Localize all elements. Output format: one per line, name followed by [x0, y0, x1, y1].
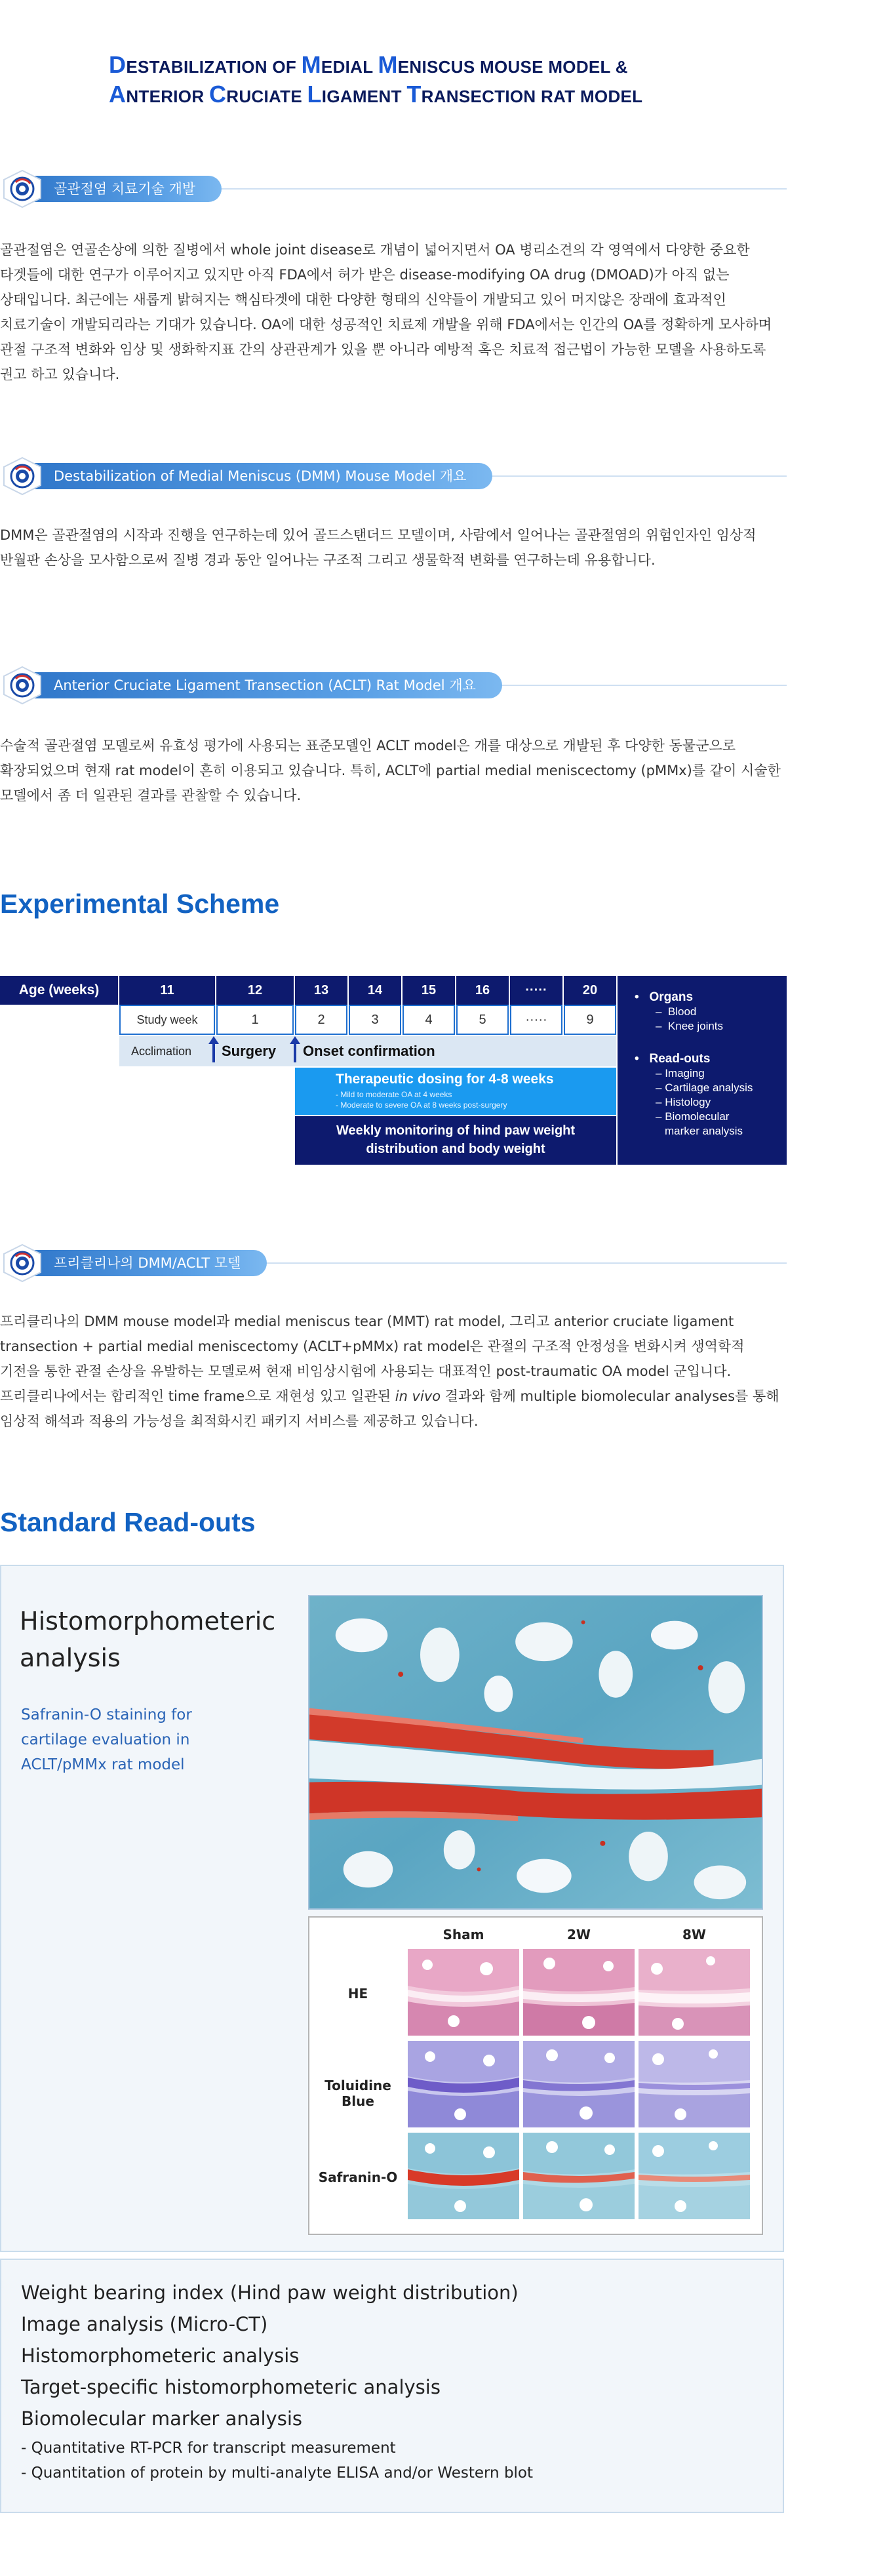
dosing-title: Therapeutic dosing for 4-8 weeks [336, 1072, 554, 1087]
heading-pill [22, 1250, 267, 1276]
page-title [109, 51, 699, 110]
heading-text: 프리클리나의 DMM/ACLT 모델 [54, 1255, 241, 1271]
title-line-2 [109, 81, 699, 110]
dosing-note: - Moderate to severe OA at 8 weeks post-surgery [336, 1100, 507, 1110]
title-capital: T [406, 81, 422, 108]
title-rest: EDIAL [321, 57, 378, 77]
preclina-logo-icon [0, 456, 45, 496]
readouts-list-card [0, 2259, 784, 2513]
heading-text: Destabilization of Medial Meniscus (DMM) Mouse Model 개요 [54, 468, 467, 484]
section3-body: 수술적 골관절염 모델로써 유효성 평가에 사용되는 표준모델인 ACLT model은 개를 대상으로 개발된 후 다양한 동물군으로 확장되었으며 현재 rat model이 흔히 이용되고 있습니다. 특히, ACLT에 partial medial meniscectomy (pMMx)를 같이 시술한 모델에서 좀 더 일관된 결과를 관찰할 수 있습니다. [0, 738, 781, 803]
card-title-line: Histomorphometeric [20, 1607, 276, 1636]
preclina-logo-icon [0, 1243, 45, 1283]
readouts-title: • Read-outs [635, 1052, 711, 1066]
readout-text: Imaging [665, 1067, 705, 1079]
section-heading-aclt [0, 666, 787, 705]
age-cell: 13 [295, 976, 347, 1005]
organ-text: Blood [667, 1005, 697, 1018]
experimental-scheme-table [0, 976, 787, 1173]
acclimation-label: Acclimation [131, 1045, 192, 1058]
age-cell: 11 [119, 976, 215, 1005]
title-rest: IGAMENT [321, 87, 407, 106]
readout-item [665, 1124, 787, 1138]
section-heading-preclina-model [0, 1243, 787, 1283]
organ-text: Knee joints [667, 1020, 724, 1032]
title-capital: M [378, 51, 398, 78]
study-week-cell: 3 [349, 1005, 401, 1035]
surgery-label: Surgery [222, 1043, 277, 1059]
readout-list-item: Histomorphometeric analysis [21, 2345, 300, 2367]
safranin-o-micrograph [308, 1595, 763, 1910]
grid-column-label: Sham [442, 1927, 484, 1942]
heading-pill [22, 463, 492, 489]
organ-item: – Knee joints [656, 1020, 724, 1032]
study-week-cell: 5 [456, 1005, 509, 1035]
age-label: Age (weeks) [0, 976, 118, 1005]
readout-list-item: Biomolecular marker analysis [21, 2407, 302, 2430]
safranin-2w-tile [523, 2133, 635, 2219]
body-emphasis: in vivo [395, 1388, 441, 1404]
section-heading-oa-treatment [0, 169, 787, 209]
age-cell: ····· [510, 976, 562, 1005]
age-cell: 16 [456, 976, 509, 1005]
grid-column-label: 8W [682, 1927, 706, 1942]
title-rest: ENISCUS MOUSE MODEL & [397, 57, 628, 77]
readout-list-item: Image analysis (Micro-CT) [21, 2313, 268, 2335]
heading-text: 골관절염 치료기술 개발 [54, 181, 196, 197]
therapeutic-dosing-box [295, 1068, 616, 1115]
organs-title: • Organs [635, 990, 694, 1004]
title-capital: M [301, 51, 321, 78]
readout-sublist-item: - Quantitation of protein by multi-analyte ELISA and/or Western blot [21, 2465, 534, 2482]
title-capital: D [109, 51, 127, 78]
standard-readouts-heading: Standard Read-outs [0, 1507, 256, 1537]
age-cell: 14 [349, 976, 401, 1005]
weekly-line: distribution and body weight [366, 1142, 545, 1156]
readout-item: – Biomolecular [656, 1110, 730, 1123]
section4-body [0, 1309, 784, 1434]
title-capital: L [307, 81, 322, 108]
body-text: 프리클리나의 DMM mouse model과 medial meniscus tear (MMT) rat model, 그리고 anterior cruciate ligament transection + partial medial meniscectomy (ACLT+pMMx) rat model은 관절의 구조적 안정성을 변화시켜 생역학적 기전을 통한 관절 손상을 유발하는 모델로써 현재 비임상시험에 사용되는 대표적인 post-traumatic OA model 군입니다. 프리클리나에서는 합리적인 time frame으로 재현성 있고 일관된 [0, 1314, 745, 1404]
title-capital: A [109, 81, 127, 108]
readout-item: – Cartilage analysis [656, 1081, 753, 1094]
arrow-up-icon [207, 1035, 220, 1064]
study-week-cell: ····· [510, 1005, 562, 1035]
title-line-1 [109, 51, 699, 81]
grid-row-label: HE [347, 1986, 368, 2002]
study-week-cell: 9 [564, 1005, 616, 1035]
card-title-line: analysis [20, 1643, 121, 1672]
title-rest: NTERIOR [126, 87, 209, 106]
weekly-monitoring-box [295, 1116, 616, 1165]
he-8w-tile [639, 1949, 750, 2036]
grid-row-label: Safranin-O [318, 2169, 398, 2185]
arrow-up-icon [288, 1035, 302, 1064]
heading-pill [22, 176, 222, 202]
organs-readouts-box [618, 976, 787, 1165]
readout-list-item: Target-specific histomorphometeric analysis [21, 2376, 441, 2398]
histomorphometric-card [0, 1565, 784, 2252]
heading-pill [22, 672, 502, 698]
toluidine-8w-tile [639, 2041, 750, 2127]
onset-confirmation-label: Onset confirmation [303, 1043, 435, 1059]
heading-text: Anterior Cruciate Ligament Transection (ACLT) Rat Model 개요 [54, 677, 476, 693]
readouts-title-text: Read-outs [649, 1052, 711, 1066]
safranin-sham-tile [408, 2133, 519, 2219]
safranin-8w-tile [639, 2133, 750, 2219]
age-cell: 20 [564, 976, 616, 1005]
he-2w-tile [523, 1949, 635, 2036]
title-capital: C [208, 81, 227, 108]
readout-item: – Histology [656, 1096, 711, 1108]
grid-column-label: 2W [567, 1927, 591, 1942]
he-sham-tile [408, 1949, 519, 2036]
readout-sublist-item: - Quantitative RT-PCR for transcript measurement [21, 2440, 396, 2457]
preclina-logo-icon [0, 666, 45, 705]
experimental-scheme-heading: Experimental Scheme [0, 889, 280, 919]
readout-text: Biomolecular [665, 1110, 730, 1123]
card-subtitle: Safranin-O staining for cartilage evaluation in ACLT/pMMx rat model [21, 1706, 192, 1773]
title-rest: RUCIATE [226, 87, 307, 106]
toluidine-sham-tile [408, 2041, 519, 2127]
grid-row-label: Toluidine Blue [324, 2078, 391, 2109]
organ-item: – Blood [656, 1005, 697, 1018]
dosing-note: - Mild to moderate OA at 4 weeks [336, 1090, 452, 1099]
readout-text: Histology [665, 1096, 711, 1108]
study-week-cell: 1 [216, 1005, 294, 1035]
card-title [20, 1603, 275, 1676]
age-cell: 12 [216, 976, 294, 1005]
preclina-logo-icon [0, 169, 45, 209]
weekly-line: Weekly monitoring of hind paw weight [336, 1123, 576, 1138]
study-week-cell: 4 [403, 1005, 455, 1035]
readout-item: – Imaging [656, 1067, 705, 1079]
title-rest: ESTABILIZATION OF [126, 57, 302, 77]
section2-body: DMM은 골관절염의 시작과 진행을 연구하는데 있어 골드스탠더드 모델이며, 사람에서 일어나는 골관절염의 위험인자인 임상적 반월판 손상을 모사함으로써 질병 경과 동안 일어나는 구조적 그리고 생물학적 변화를 연구하는데 유용합니다. [0, 527, 757, 568]
section-heading-dmm [0, 456, 787, 496]
readout-list-item: Weight bearing index (Hind paw weight distribution) [21, 2282, 519, 2304]
staining-comparison-grid [308, 1916, 763, 2235]
body-text: 결과와 함께 multiple biomolecular analyses를 통해 임상적 해석과 적용의 가능성을 최적화시킨 패키지 서비스를 제공하고 있습니다. [0, 1388, 779, 1429]
organs-title-text: Organs [649, 990, 694, 1004]
study-week-label: Study week [119, 1005, 215, 1035]
readout-text: Cartilage analysis [665, 1081, 753, 1094]
toluidine-2w-tile [523, 2041, 635, 2127]
readout-text: marker analysis [665, 1125, 743, 1137]
age-cell: 15 [403, 976, 455, 1005]
title-rest: RANSECTION RAT MODEL [421, 87, 643, 106]
study-week-cell: 2 [295, 1005, 347, 1035]
section1-body: 골관절염은 연골손상에 의한 질병에서 whole joint disease로 개념이 넓어지면서 OA 병리소견의 각 영역에서 다양한 중요한 타겟들에 대한 연구가 이루어지고 있지만 아직 FDA에서 허가 받은 disease-modifying OA drug (DMOAD)가 아직 없는 상태입니다. 최근에는 새롭게 밝혀지는 핵심타겟에 대한 다양한 형태의 신약들이 개발되고 있어 머지않은 장래에 효과적인 치료기술이 개발되리라는 기대가 있습니다. OA에 대한 성공적인 치료제 개발을 위해 FDA에서는 인간의 OA를 정확하게 모사하며 관절 구조적 변화와 임상 및 생화학지표 간의 상관관계가 있을 뿐 아니라 예방적 혹은 치료적 접근법이 가능한 모델을 사용하도록 권고 하고 있습니다. [0, 242, 772, 382]
